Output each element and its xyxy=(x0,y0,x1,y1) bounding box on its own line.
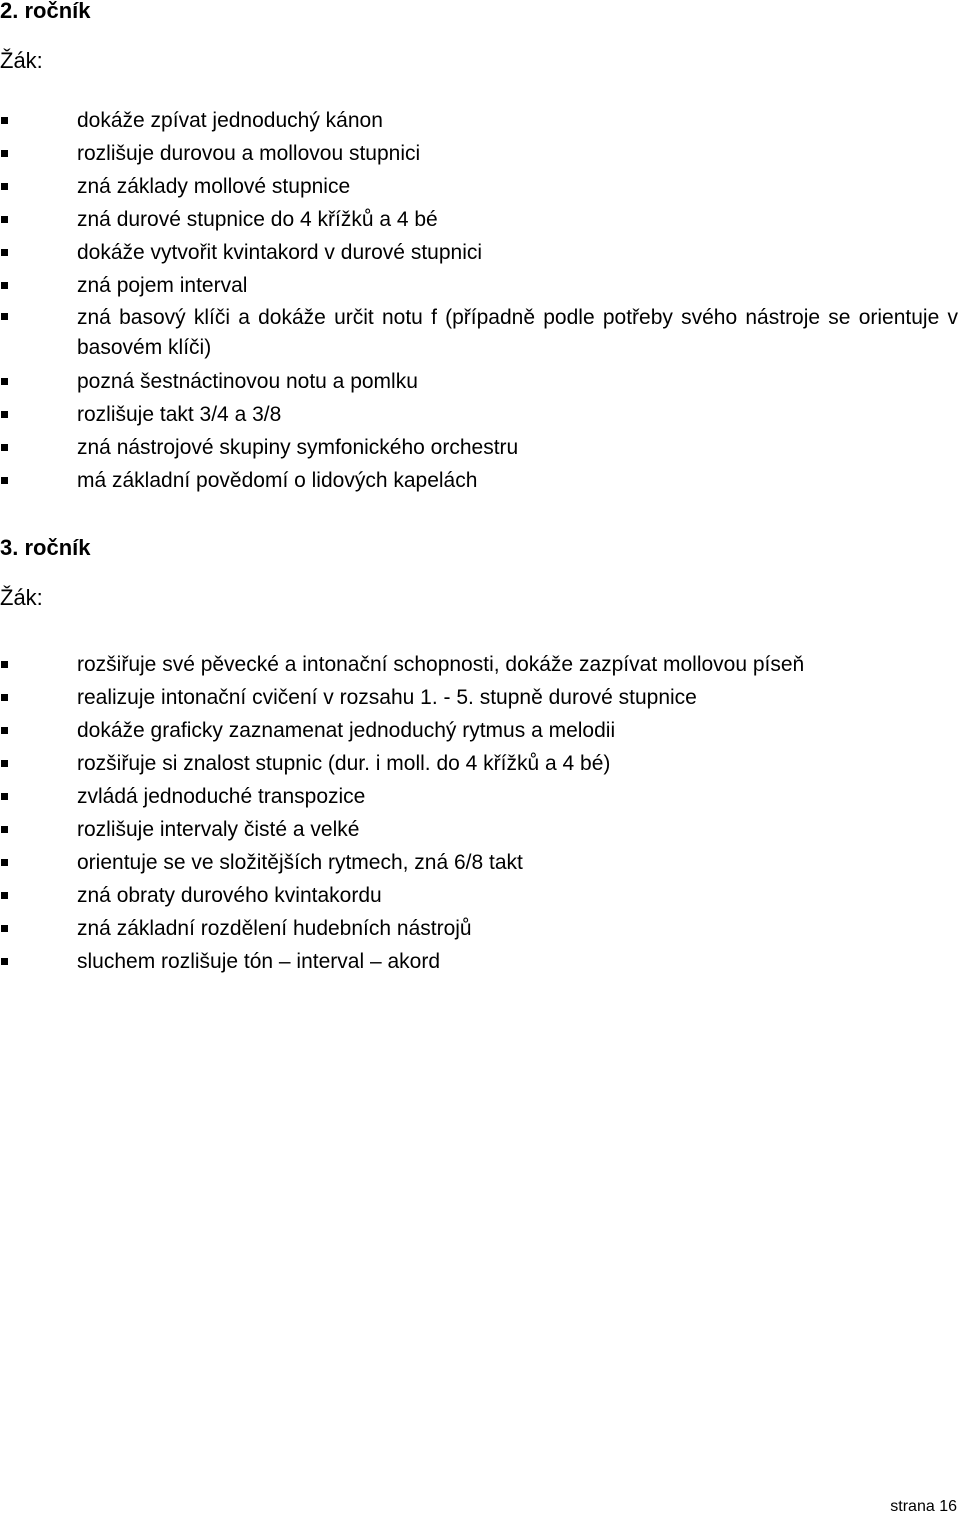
list-item xyxy=(0,464,960,497)
list-item-text: rozlišuje durovou a mollovou stupnici xyxy=(77,142,421,165)
square-bullet-icon xyxy=(1,378,8,385)
square-bullet-icon xyxy=(1,760,8,767)
list-item xyxy=(0,302,960,365)
subject-label: Žák: xyxy=(0,48,43,73)
list-item xyxy=(0,269,960,302)
square-bullet-icon xyxy=(1,727,8,734)
list-item-text: zná pojem interval xyxy=(77,274,248,297)
list-item xyxy=(0,846,960,879)
square-bullet-icon xyxy=(1,925,8,932)
list-item xyxy=(0,431,960,464)
square-bullet-icon xyxy=(1,150,8,157)
square-bullet-icon xyxy=(1,249,8,256)
list-item xyxy=(0,398,960,431)
competency-list xyxy=(0,648,960,978)
subject-label: Žák: xyxy=(0,585,43,610)
square-bullet-icon xyxy=(1,282,8,289)
list-item xyxy=(0,780,960,813)
list-item-text: rozšiřuje své pěvecké a intonační schopnosti, dokáže zazpívat mollovou píseň xyxy=(77,653,805,676)
list-item xyxy=(0,813,960,846)
square-bullet-icon xyxy=(1,826,8,833)
section-heading: 3. ročník xyxy=(0,535,91,560)
square-bullet-icon xyxy=(1,892,8,899)
list-item xyxy=(0,236,960,269)
square-bullet-icon xyxy=(1,958,8,965)
competency-list xyxy=(0,104,960,497)
list-item-text: má základní povědomí o lidových kapelách xyxy=(77,469,478,492)
list-item-text: pozná šestnáctinovou notu a pomlku xyxy=(77,370,418,393)
list-item-text: dokáže graficky zaznamenat jednoduchý rytmus a melodii xyxy=(77,719,616,742)
list-item-text: zná basový klíči a dokáže určit notu f (případně podle potřeby svého nástroje se orientuje v basovém klíči) xyxy=(77,306,958,359)
list-item xyxy=(0,879,960,912)
list-item-text: dokáže vytvořit kvintakord v durové stupnici xyxy=(77,241,483,264)
list-item xyxy=(0,912,960,945)
list-item xyxy=(0,203,960,236)
list-item-text: zvládá jednoduché transpozice xyxy=(77,785,366,808)
list-item-text: zná základní rozdělení hudebních nástrojů xyxy=(77,917,472,940)
list-item xyxy=(0,648,960,681)
square-bullet-icon xyxy=(1,183,8,190)
square-bullet-icon xyxy=(1,444,8,451)
square-bullet-icon xyxy=(1,694,8,701)
list-item-text: rozlišuje takt 3/4 a 3/8 xyxy=(77,403,282,426)
square-bullet-icon xyxy=(1,216,8,223)
list-item xyxy=(0,365,960,398)
square-bullet-icon xyxy=(1,661,8,668)
list-item xyxy=(0,104,960,137)
list-item xyxy=(0,137,960,170)
square-bullet-icon xyxy=(1,793,8,800)
list-item-text: realizuje intonační cvičení v rozsahu 1. - 5. stupně durové stupnice xyxy=(77,686,697,709)
list-item xyxy=(0,170,960,203)
list-item xyxy=(0,714,960,747)
section-heading: 2. ročník xyxy=(0,0,91,23)
square-bullet-icon xyxy=(1,477,8,484)
square-bullet-icon xyxy=(1,859,8,866)
square-bullet-icon xyxy=(1,411,8,418)
list-item xyxy=(0,681,960,714)
list-item-text: sluchem rozlišuje tón – interval – akord xyxy=(77,950,441,973)
list-item-text: dokáže zpívat jednoduchý kánon xyxy=(77,109,383,132)
list-item-text: rozlišuje intervaly čisté a velké xyxy=(77,818,360,841)
list-item-text: zná obraty durového kvintakordu xyxy=(77,884,382,907)
list-item-text: zná základy mollové stupnice xyxy=(77,175,351,198)
square-bullet-icon xyxy=(1,117,8,124)
list-item-text: orientuje se ve složitějších rytmech, zná 6/8 takt xyxy=(77,851,523,874)
list-item xyxy=(0,747,960,780)
square-bullet-icon xyxy=(1,313,8,320)
list-item xyxy=(0,945,960,978)
list-item-text: zná nástrojové skupiny symfonického orchestru xyxy=(77,436,519,459)
list-item-text: rozšiřuje si znalost stupnic (dur. i moll. do 4 křížků a 4 bé) xyxy=(77,752,611,775)
list-item-text: zná durové stupnice do 4 křížků a 4 bé xyxy=(77,208,438,231)
page-number: strana 16 xyxy=(890,1498,957,1515)
